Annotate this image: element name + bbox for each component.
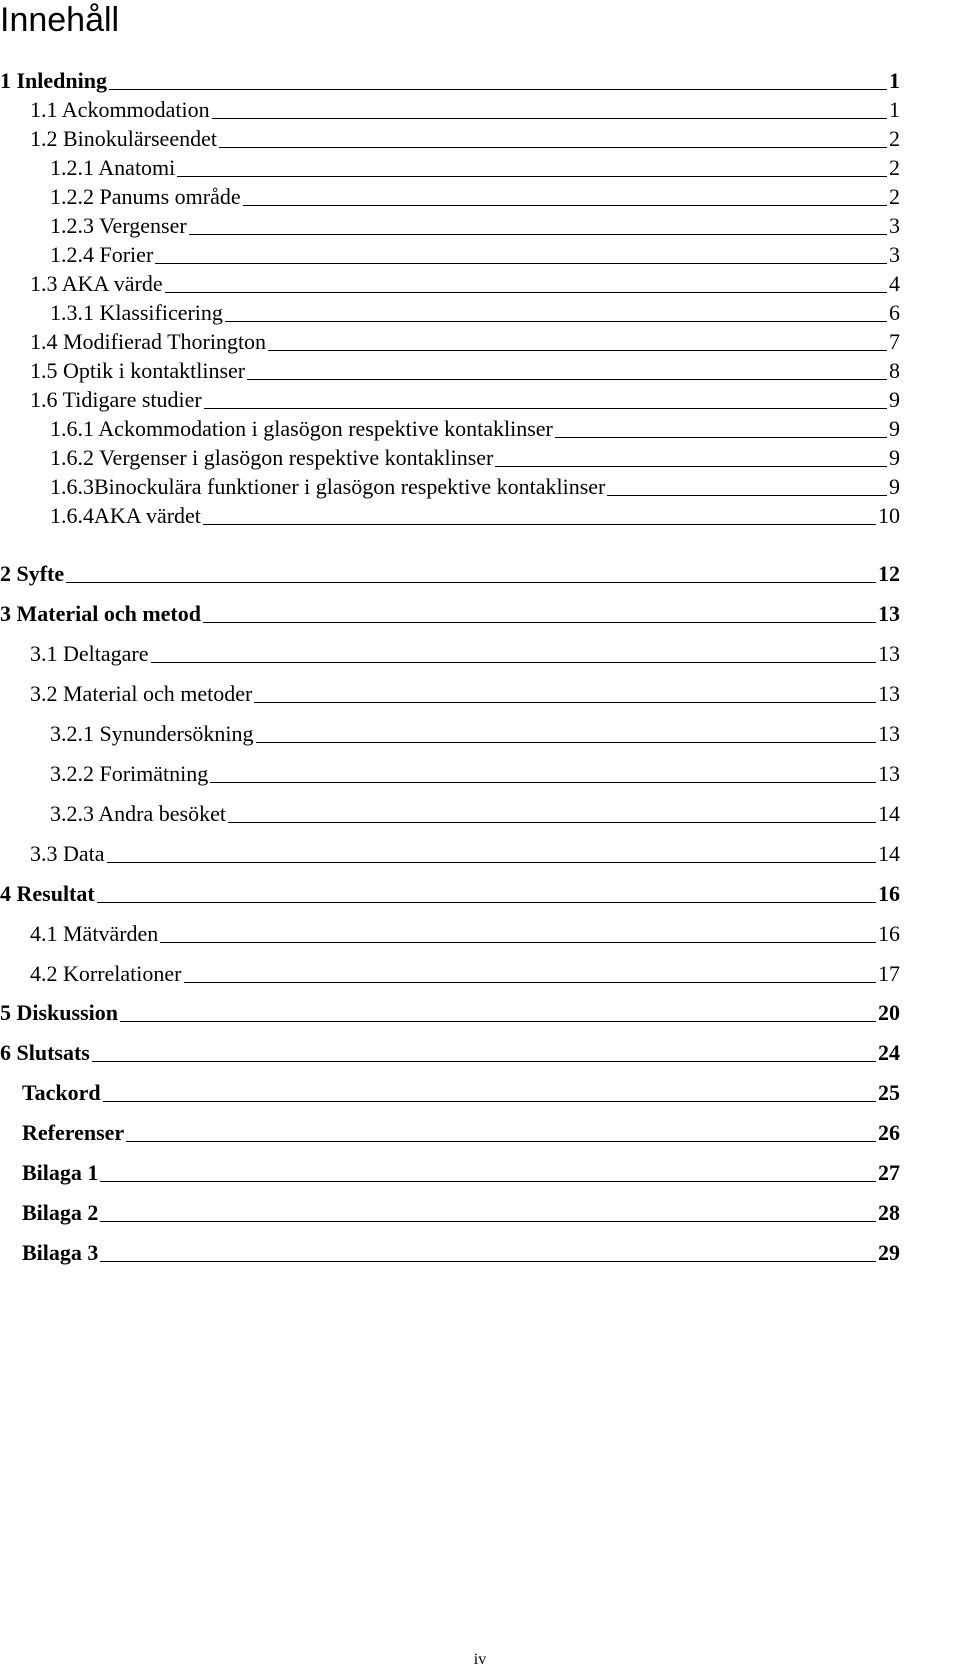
toc-page-number: 13 [878,721,900,746]
toc-page-number: 20 [878,1000,900,1025]
toc-entry-1-2-1-anatomi[interactable] [50,151,900,181]
toc-entry-tackord[interactable] [22,1076,900,1106]
toc-page-number: 16 [878,881,900,906]
toc-entry-label: Bilaga 3 [22,1240,99,1265]
toc-entry-1-2-4-forier[interactable] [50,238,900,268]
toc-entry-label: 6 Slutsats [0,1040,90,1065]
toc-entry-label: 3.2.2 Forimätning [50,761,209,786]
toc-entry-2-syfte[interactable] [0,557,900,587]
toc-entry-label: 1.5 Optik i kontaktlinser [30,358,246,383]
toc-leader-line [155,263,887,264]
toc-page-number: 13 [878,641,900,666]
toc-entry-bilaga-3[interactable] [22,1236,900,1266]
toc-entry-1-inledning[interactable] [0,64,900,94]
toc-entry-1-6-2[interactable] [50,441,900,471]
toc-entry-label: 4.2 Korrelationer [30,961,182,986]
toc-entry-1-2-binokularseendet[interactable] [30,122,900,152]
toc-entry-3-material-och-metod[interactable] [0,597,900,627]
toc-entry-label: 1.2.2 Panums område [50,184,241,209]
toc-entry-referenser[interactable] [22,1116,900,1146]
toc-entry-3-2-3-andra-besoket[interactable] [50,797,900,827]
toc-leader-line [189,234,887,235]
toc-entry-1-3-aka-varde[interactable] [30,267,900,297]
toc-entry-3-3-data[interactable] [30,837,900,867]
toc-page-number: 13 [878,761,900,786]
toc-entry-4-resultat[interactable] [0,877,900,907]
toc-entry-label: 3.2 Material och metoder [30,681,253,706]
page-number-footer: iv [473,1651,487,1668]
toc-entry-6-slutsats[interactable] [0,1036,900,1066]
toc-entry-label: 1.6.1 Ackommodation i glasögon respektive kontaklinser [50,416,553,441]
toc-leader-line [120,1021,876,1022]
toc-leader-line [97,902,876,903]
toc-leader-line [495,466,887,467]
toc-entry-bilaga-1[interactable] [22,1156,900,1186]
toc-entry-4-1-matvarden[interactable] [30,917,900,947]
toc-page-number: 1 [889,68,900,93]
toc-page-number: 2 [889,126,900,151]
toc-leader-line [555,437,887,438]
toc-entry-1-2-2-panums-omrade[interactable] [50,180,900,210]
toc-entry-label: 3.2.1 Synundersökning [50,721,254,746]
toc-entry-1-4-modifierad-thorington[interactable] [30,325,900,355]
toc-page-number: 26 [878,1120,900,1145]
toc-leader-line [607,495,887,496]
toc-entry-label: 1.1 Ackommodation [30,97,210,122]
toc-entry-1-3-1-klassificering[interactable] [50,296,900,326]
toc-leader-line [126,1141,876,1142]
toc-entry-label: 4.1 Mätvärden [30,921,159,946]
toc-page-number: 28 [878,1200,900,1225]
toc-entry-label: 3.1 Deltagare [30,641,149,666]
toc-page-number: 24 [878,1040,900,1065]
toc-page-number: 9 [889,416,900,441]
toc-leader-line [219,147,887,148]
toc-page-number: 25 [878,1080,900,1105]
toc-leader-line [228,822,876,823]
toc-entry-label: 3 Material och metod [0,601,201,626]
toc-leader-line [107,862,876,863]
toc-leader-line [225,321,887,322]
toc-page-number: 12 [878,561,900,586]
toc-page-number: 29 [878,1240,900,1265]
toc-entry-5-diskussion[interactable] [0,996,900,1026]
toc-entry-label: 1.6.2 Vergenser i glasögon respektive kontaklinser [50,445,494,470]
toc-entry-label: Bilaga 2 [22,1200,99,1225]
toc-page-number: 2 [889,184,900,209]
toc-leader-line [100,1261,876,1262]
toc-page-number: 1 [889,97,900,122]
toc-page-number: 2 [889,155,900,180]
toc-entry-3-1-deltagare[interactable] [30,637,900,667]
toc-entry-label: 1.2 Binokulärseendet [30,126,217,151]
toc-page-number: 4 [889,271,900,296]
toc-leader-line [210,782,876,783]
toc-leader-line [256,742,877,743]
toc-page-number: 13 [878,681,900,706]
toc-leader-line [254,702,876,703]
toc-leader-line [100,1221,876,1222]
toc-entry-1-1-ackommodation[interactable] [30,93,900,123]
toc-page-number: 14 [878,801,900,826]
toc-leader-line [247,379,887,380]
toc-entry-label: 1.2.1 Anatomi [50,155,176,180]
toc-entry-label: Tackord [22,1080,101,1105]
toc-leader-line [268,350,887,351]
toc-page-number: 16 [878,921,900,946]
toc-entry-1-6-3[interactable] [50,470,900,500]
toc-entry-label: 3.2.3 Andra besöket [50,801,226,826]
toc-entry-4-2-korrelationer[interactable] [30,957,900,987]
toc-entry-label: 4 Resultat [0,881,95,906]
toc-page-number: 13 [878,601,900,626]
toc-entry-label: 1.2.4 Forier [50,242,154,267]
toc-leader-line [212,118,887,119]
toc-entry-label: 1.2.3 Vergenser [50,213,187,238]
toc-entry-label: 1.3.1 Klassificering [50,300,223,325]
toc-entry-label: 3.3 Data [30,841,105,866]
toc-leader-line [100,1181,876,1182]
toc-entry-label: 1.4 Modifierad Thorington [30,329,267,354]
toc-entry-label: 5 Diskussion [0,1000,119,1025]
toc-leader-line [92,1061,876,1062]
toc-entry-1-6-tidigare-studier[interactable] [30,383,900,413]
toc-entry-3-2-material-och-metoder[interactable] [30,677,900,707]
toc-leader-line [109,89,887,90]
toc-page-number: 9 [889,445,900,470]
toc-page-number: 17 [878,961,900,986]
toc-entry-label: 1 Inledning [0,68,107,93]
toc-entry-label: Bilaga 1 [22,1160,99,1185]
toc-leader-line [103,1101,876,1102]
page-title: Innehåll [0,1,120,39]
toc-entry-label: 1.6.4AKA värdet [50,503,201,528]
toc-leader-line [203,524,876,525]
toc-entry-bilaga-2[interactable] [22,1196,900,1226]
toc-page-number: 3 [889,213,900,238]
toc-leader-line [243,205,887,206]
toc-entry-3-2-2-forimatning[interactable] [50,757,900,787]
toc-page-number: 14 [878,841,900,866]
toc-leader-line [184,982,877,983]
toc-page-number: 9 [889,387,900,412]
toc-leader-line [177,176,887,177]
toc-page-number: 7 [889,329,900,354]
toc-page-number: 27 [878,1160,900,1185]
toc-leader-line [203,622,876,623]
toc-page-number: 9 [889,474,900,499]
toc-entry-1-6-4[interactable] [50,499,900,529]
toc-leader-line [151,662,877,663]
toc-entry-label: 1.3 AKA värde [30,271,163,296]
toc-entry-1-5-optik-i-kontaktlinser[interactable] [30,354,900,384]
toc-entry-label: 1.6 Tidigare studier [30,387,202,412]
toc-entry-1-2-3-vergenser[interactable] [50,209,900,239]
toc-leader-line [165,292,887,293]
toc-leader-line [160,942,876,943]
toc-entry-label: 2 Syfte [0,561,65,586]
toc-entry-3-2-1-synundersokning[interactable] [50,717,900,747]
toc-leader-line [66,582,876,583]
toc-page-number: 10 [878,503,900,528]
toc-page-number: 6 [889,300,900,325]
toc-leader-line [204,408,887,409]
toc-page-number: 3 [889,242,900,267]
toc-entry-label: 1.6.3Binockulära funktioner i glasögon respektive kontaklinser [50,474,606,499]
toc-page-number: 8 [889,358,900,383]
toc-entry-1-6-1[interactable] [50,412,900,442]
toc-entry-label: Referenser [22,1120,125,1145]
